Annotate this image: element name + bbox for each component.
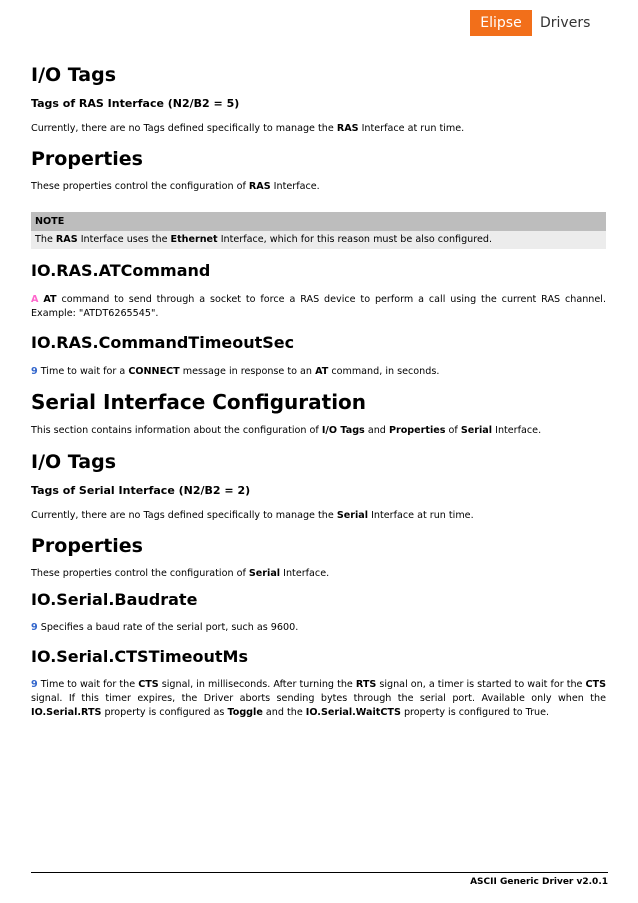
note-body: The RAS Interface uses the Ethernet Interface, which for this reason must be also configured. bbox=[35, 234, 493, 245]
page-content bbox=[31, 62, 606, 720]
heading-io-tags-serial: I/O Tags bbox=[31, 451, 117, 473]
elipse-drivers-logo bbox=[470, 10, 590, 36]
paragraph-serial-ctstimeoutms: 9 Time to wait for the CTS signal, in milliseconds. After turning the RTS signal on, a timer is started to wait for the CTS signal. If this timer expires, the Driver aborts sending bytes through the serial port. Available only when the IO.Serial.RTS property is configured as Toggle and the IO.Serial.WaitCTS property is configured to True. bbox=[31, 679, 606, 718]
subheading-tags-serial: Tags of Serial Interface (N2/B2 = 2) bbox=[31, 484, 251, 497]
paragraph-ras-atcommand: A AT command to send through a socket to force a RAS device to perform a call using the current RAS channel. Example: "ATDT6265545". bbox=[31, 294, 606, 319]
subheading-tags-ras: Tags of RAS Interface (N2/B2 = 5) bbox=[31, 97, 240, 110]
paragraph-serial-configuration: This section contains information about the configuration of I/O Tags and Properties of Serial Interface. bbox=[31, 425, 542, 436]
footer-divider bbox=[31, 872, 608, 873]
heading-serial-baudrate: IO.Serial.Baudrate bbox=[31, 590, 198, 609]
heading-serial-interface-configuration: Serial Interface Configuration bbox=[31, 390, 367, 414]
heading-ras-commandtimeoutsec: IO.RAS.CommandTimeoutSec bbox=[31, 333, 295, 352]
note-header: NOTE bbox=[31, 212, 606, 231]
heading-serial-ctstimeoutms: IO.Serial.CTSTimeoutMs bbox=[31, 647, 248, 666]
logo-drivers: Drivers bbox=[540, 15, 591, 31]
logo-elipse: Elipse bbox=[470, 10, 532, 36]
numeric-type-icon: 9 bbox=[31, 679, 38, 690]
note-box bbox=[31, 212, 606, 249]
paragraph-ras-properties: These properties control the configuration of RAS Interface. bbox=[31, 181, 320, 192]
paragraph-ras-commandtimeoutsec: 9 Time to wait for a CONNECT message in response to an AT command, in seconds. bbox=[31, 366, 440, 377]
heading-io-tags-ras: I/O Tags bbox=[31, 64, 117, 86]
heading-ras-atcommand: IO.RAS.ATCommand bbox=[31, 261, 211, 280]
numeric-type-icon: 9 bbox=[31, 622, 38, 633]
heading-properties-serial: Properties bbox=[31, 535, 143, 557]
paragraph-ras-tags: Currently, there are no Tags defined specifically to manage the RAS Interface at run time. bbox=[31, 123, 465, 134]
paragraph-serial-tags: Currently, there are no Tags defined specifically to manage the Serial Interface at run time. bbox=[31, 510, 474, 521]
string-type-icon: A bbox=[31, 294, 39, 305]
heading-properties-ras: Properties bbox=[31, 148, 143, 170]
numeric-type-icon: 9 bbox=[31, 366, 38, 377]
paragraph-serial-baudrate: 9 Specifies a baud rate of the serial port, such as 9600. bbox=[31, 622, 299, 633]
paragraph-serial-properties: These properties control the configuration of Serial Interface. bbox=[31, 568, 330, 579]
footer-version: ASCII Generic Driver v2.0.1 bbox=[470, 877, 608, 887]
